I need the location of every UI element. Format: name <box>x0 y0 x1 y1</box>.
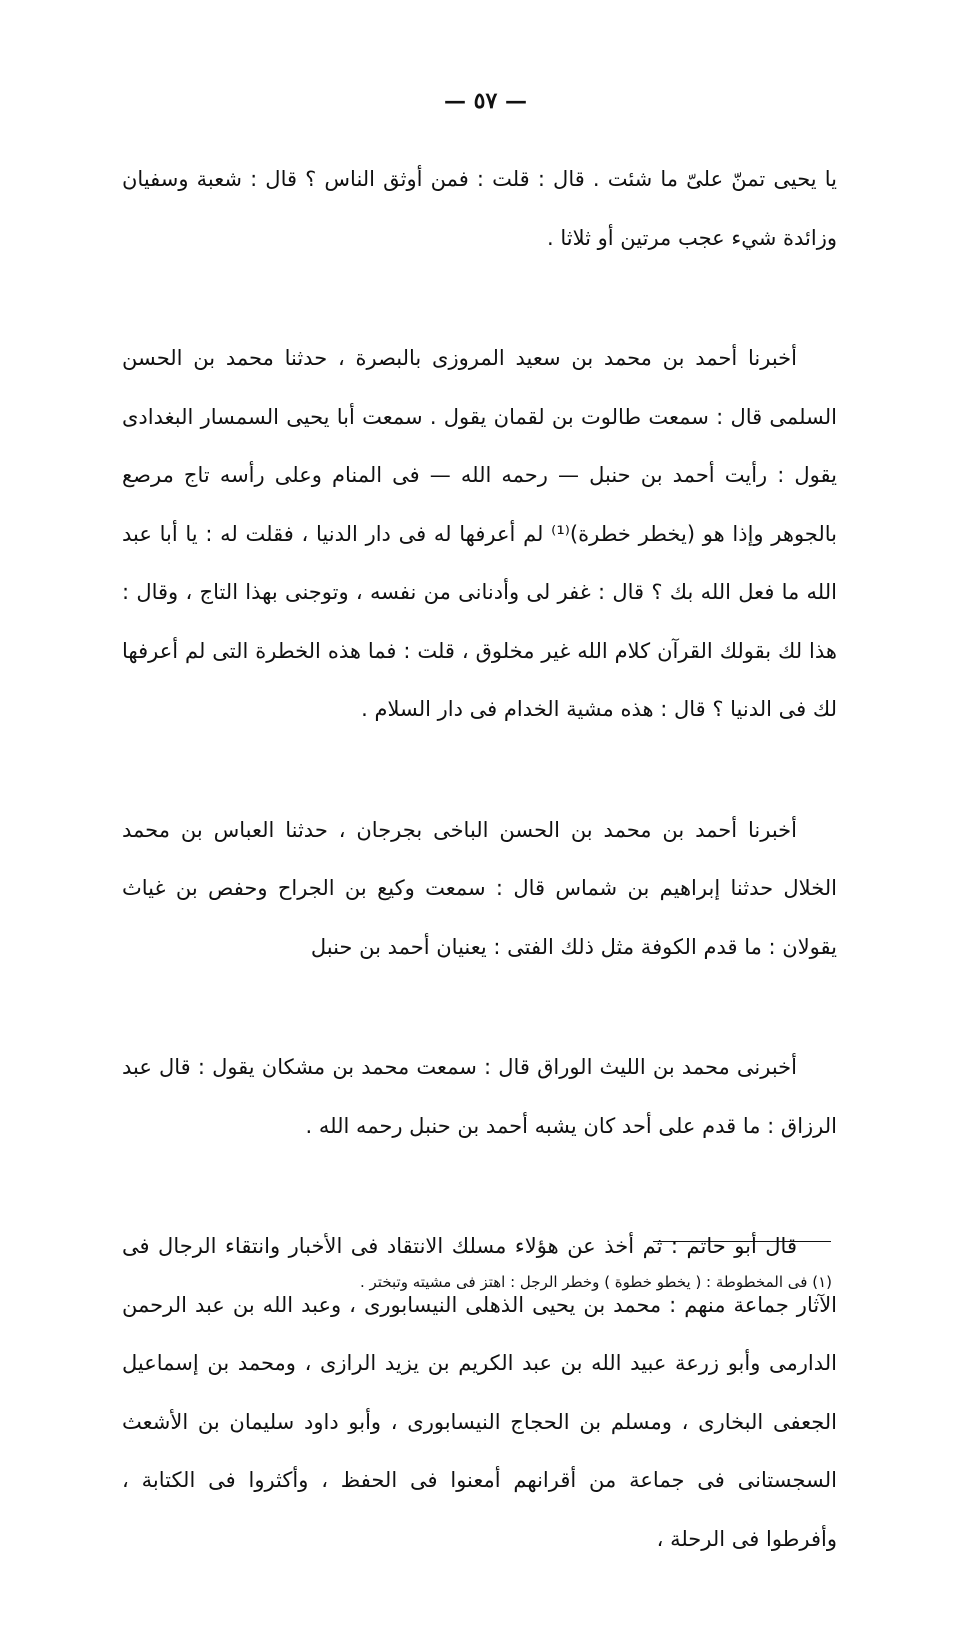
footnote: (١) فى المخطوطة : ( يخطو خطوة ) وخطر الرجل : اهتز فى مشيته وتبختر . <box>359 1273 832 1291</box>
main-text <box>122 150 837 1630</box>
page-number: — ٥٧ — <box>444 88 527 114</box>
paragraph-text: أخبرنا أحمد بن محمد بن الحسن الباخى بجرجان ، حدثنا العباس بن محمد الخلال حدثنا إبراهيم بن شماس قال : سمعت وكيع بن الجراح وحفص بن غياث يقولان : ما قدم الكوفة مثل ذلك الفتى : يعنيان أحمد بن حنبل <box>122 817 837 959</box>
paragraph-3 <box>122 801 837 977</box>
paragraph-text: أخبرنا أحمد بن محمد بن سعيد المروزى بالبصرة ، حدثنا محمد بن الحسن السلمى قال : سمعت طالوت بن لقمان يقول . سمعت أبا يحيى السمسار البغدادى يقول : رأيت أحمد بن حنبل — رحمه الله — فى المنام وعلى رأسه تاج مرصع بالجوهر وإذا هو (يخطر خطرة)⁽¹⁾ لم أعرفها له فى دار الدنيا ، فقلت له : يا أبا عبد الله ما فعل الله بك ؟ قال : غفر لى وأدنانى من نفسه ، وتوجنى بهذا التاج ، وقال : هذا لك بقولك القرآن كلام الله غير مخلوق ، قلت : فما هذه الخطرة التى لم أعرفها لك فى الدنيا ؟ قال : هذه مشية الخدام فى دار السلام . <box>122 346 837 721</box>
paragraph-2 <box>122 329 837 739</box>
paragraph-text: يا يحيى تمنّ علىّ ما شئت . قال : قلت : فمن أوثق الناس ؟ قال : شعبة وسفيان وزائدة شيء عجب مرتين أو ثلاثا . <box>122 167 837 250</box>
footnote-divider <box>653 1241 831 1242</box>
paragraph-1 <box>122 150 837 267</box>
paragraph-4 <box>122 1038 837 1155</box>
paragraph-text: أخبرنى محمد بن الليث الوراق قال : سمعت محمد بن مشكان يقول : قال عبد الرزاق : ما قدم على أحد كان يشبه أحمد بن حنبل رحمه الله . <box>122 1055 837 1138</box>
paragraph-text: قال أبو حاتم : ثم أخذ عن هؤلاء مسلك الانتقاد فى الأخبار وانتقاء الرجال فى الآثار جماعة منهم : محمد بن يحيى الذهلى النيسابورى ، وعبد الله بن عبد الرحمن الدارمى وأبو زرعة عبيد الله بن عبد الكريم بن يزيد الرازى ، ومحمد بن إسماعيل الجعفى البخارى ، ومسلم بن الحجاج النيسابورى ، وأبو داود سليمان بن الأشعث السجستانى فى جماعة من أقرانهم أمعنوا فى الحفظ ، وأكثروا فى الكتابة ، وأفرطوا فى الرحلة ، <box>122 1234 837 1551</box>
